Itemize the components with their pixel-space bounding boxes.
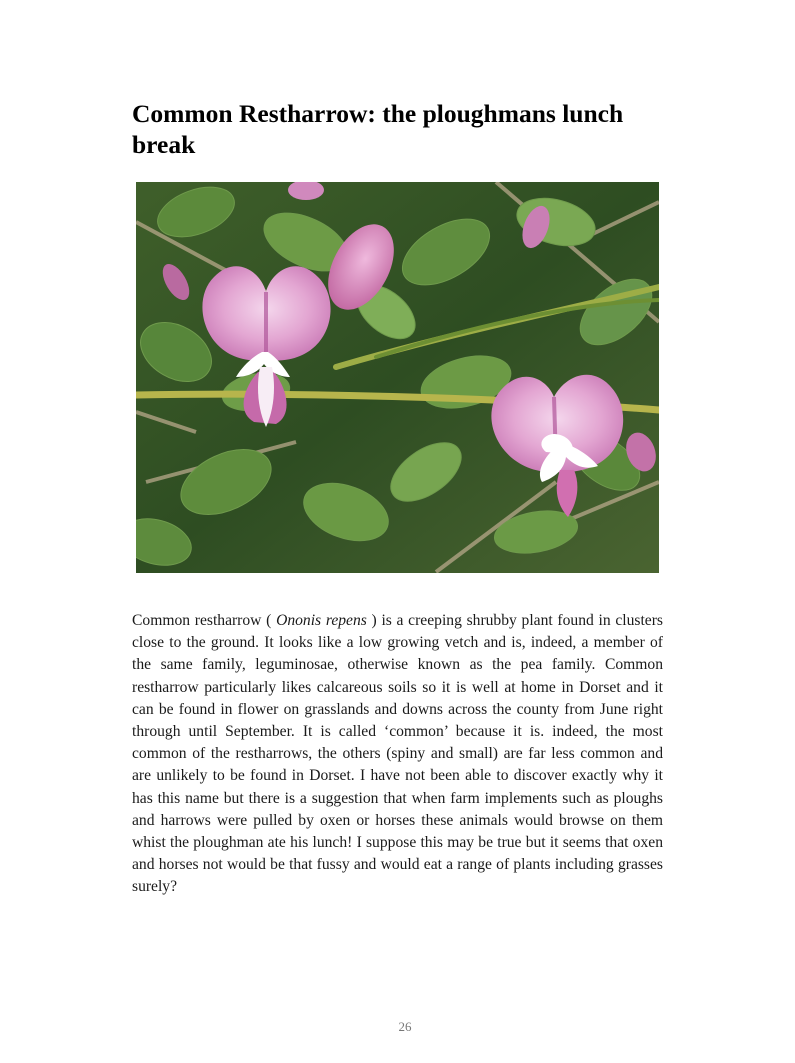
body-text-rest: ) is a creeping shrubby plant found in clusters close to the ground. It looks like a low growing vetch and is, indeed, a member of the same family, leguminosae, otherwise known as the pea family. Common restharrow particularly likes calcareous soils so it is well at home in Dorset and it can be found in flower on grasslands and downs across the county from June right through until September. It is called ‘common’ because it is. indeed, the most common of the restharrows, the others (spiny and small) are far less common and are unlikely to be found in Dorset. I have not been able to discover exactly why it has this name but there is a suggestion that when farm implements such as ploughs and harrows were pulled by oxen or horses these animals would browse on them whist the ploughman ate his lunch! I suppose this may be true but it seems that oxen and horses not would be that fussy and would eat a range of plants including grasses surely?: [132, 612, 663, 896]
page-title: Common Restharrow: the ploughmans lunch break: [132, 99, 624, 159]
page-number: 26: [398, 1019, 412, 1034]
body-text-start: Common restharrow (: [132, 612, 277, 629]
species-name: Ononis repens: [276, 612, 367, 629]
body-paragraph: [132, 610, 663, 899]
restharrow-photo: [136, 182, 659, 573]
